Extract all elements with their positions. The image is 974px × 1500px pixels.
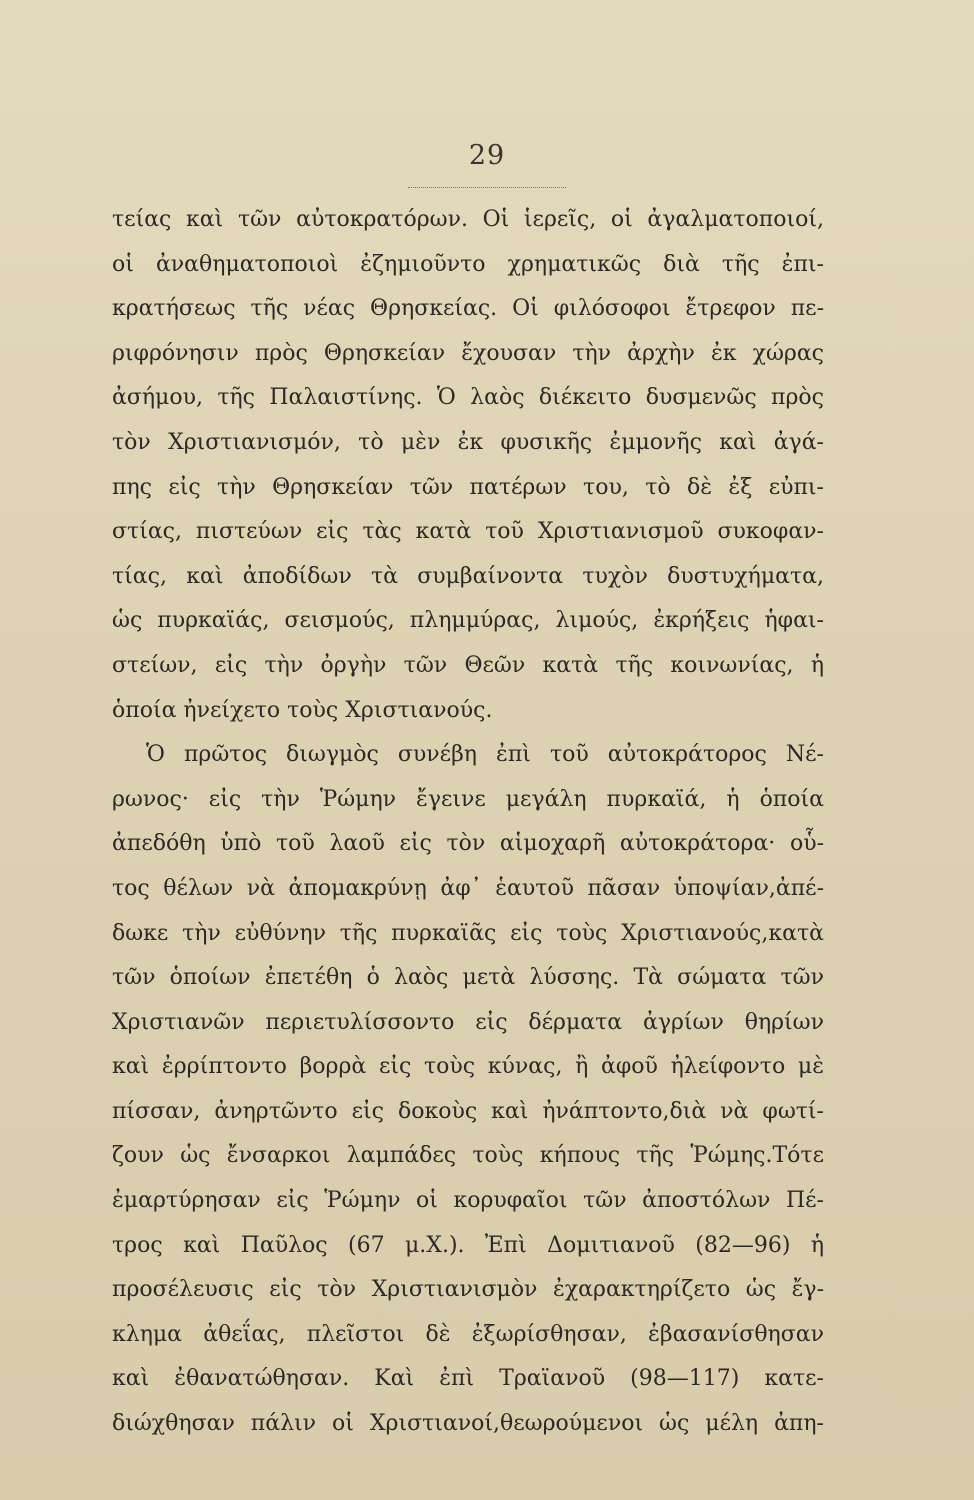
text-line: τῶν ὁποίων ἐπετέθη ὁ λαὸς μετὰ λύσσης. Τὰ σώματα τῶν: [112, 965, 824, 991]
text-line: προσέλευσις εἰς τὸν Χριστιανισμὸν ἐχαρακτηρίζετο ὡς ἔγ-: [112, 1277, 824, 1303]
text-line: τίας, καὶ ἀποδίδων τὰ συμβαίνοντα τυχὸν δυστυχήματα,: [112, 563, 824, 589]
text-line: ἀπεδόθη ὑπὸ τοῦ λαοῦ εἰς τὸν αἱμοχαρῆ αὐτοκράτορα· οὗ-: [112, 831, 824, 857]
text-line: ζουν ὡς ἔνσαρκοι λαμπάδες τοὺς κήπους τῆς Ῥώμης.Τότε: [112, 1143, 824, 1169]
header-rule: [408, 187, 566, 188]
text-line: τείας καὶ τῶν αὐτοκρατόρων. Οἱ ἱερεῖς, οἱ ἀγαλματοποιοί,: [112, 207, 824, 232]
text-line: ἐμαρτύρησαν εἰς Ῥώμην οἱ κορυφαῖοι τῶν ἀποστόλων Πέ-: [112, 1188, 824, 1214]
text-line: οἱ ἀναθηματοποιοὶ ἐζημιοῦντο χρηματικῶς διὰ τῆς ἐπι-: [112, 251, 824, 277]
text-line: δωκε τὴν εὐθύνην τῆς πυρκαϊᾶς εἰς τοὺς Χριστιανούς,κατὰ: [112, 920, 824, 946]
text-line: τὸν Χριστιανισμόν, τὸ μὲν ἐκ φυσικῆς ἐμμονῆς καὶ ἀγά-: [112, 429, 824, 455]
text-line: διώχθησαν πάλιν οἱ Χριστιανοί,θεωρούμενοι ὡς μέλη ἀπη-: [112, 1411, 824, 1437]
page-number: 29: [468, 140, 506, 171]
text-line: ρωνος· εἰς τὴν Ῥώμην ἔγεινε μεγάλη πυρκαϊά, ἡ ὁποία: [112, 786, 824, 812]
text-line: ριφρόνησιν πρὸς Θρησκείαν ἔχουσαν τὴν ἀρχὴν ἐκ χώρας: [112, 340, 824, 366]
text-line: κρατήσεως τῆς νέας Θρησκείας. Οἱ φιλόσοφοι ἔτρεφον πε-: [112, 296, 824, 322]
text-line: τος θέλων νὰ ἀπομακρύνῃ ἀφ᾽ ἑαυτοῦ πᾶσαν ὑποψίαν,ἀπέ-: [112, 875, 824, 901]
text-line: καὶ ἐρρίπτοντο βορρὰ εἰς τοὺς κύνας, ἢ ἀφοῦ ἠλείφοντο μὲ: [112, 1054, 824, 1080]
text-line: Ὁ πρῶτος διωγμὸς συνέβη ἐπὶ τοῦ αὐτοκράτορος Νέ-: [146, 742, 824, 768]
text-line: στίας, πιστεύων εἰς τὰς κατὰ τοῦ Χριστιανισμοῦ συκοφαν-: [112, 519, 824, 545]
text-line: Χριστιανῶν περιετυλίσσοντο εἰς δέρματα ἀγρίων θηρίων: [112, 1009, 824, 1035]
text-line: ὡς πυρκαϊάς, σεισμούς, πλημμύρας, λιμούς, ἐκρήξεις ἡφαι-: [112, 608, 824, 634]
text-line: πης εἰς τὴν Θρησκείαν τῶν πατέρων του, τὸ δὲ ἐξ εὐπι-: [112, 474, 824, 500]
text-line: πίσσαν, ἀνηρτῶντο εἰς δοκοὺς καὶ ἠνάπτοντο,διὰ νὰ φωτί-: [112, 1098, 824, 1124]
text-line: ἀσήμου, τῆς Παλαιστίνης. Ὁ λαὸς διέκειτο δυσμενῶς πρὸς: [112, 385, 824, 411]
body-text: [112, 198, 824, 1447]
text-line: στείων, εἰς τὴν ὀργὴν τῶν Θεῶν κατὰ τῆς κοινωνίας, ἡ: [112, 652, 824, 678]
text-line: καὶ ἐθανατώθησαν. Καὶ ἐπὶ Τραϊανοῦ (98—117) κατε-: [112, 1366, 824, 1392]
text-line: ὁποία ἠνείχετο τοὺς Χριστιανούς.: [112, 697, 493, 723]
text-line: κλημα ἀθεΐας, πλεῖστοι δὲ ἐξωρίσθησαν, ἐβασανίσθησαν: [112, 1321, 824, 1347]
text-line: τρος καὶ Παῦλος (67 μ.Χ.). Ἐπὶ Δομιτιανοῦ (82—96) ἡ: [112, 1232, 824, 1258]
